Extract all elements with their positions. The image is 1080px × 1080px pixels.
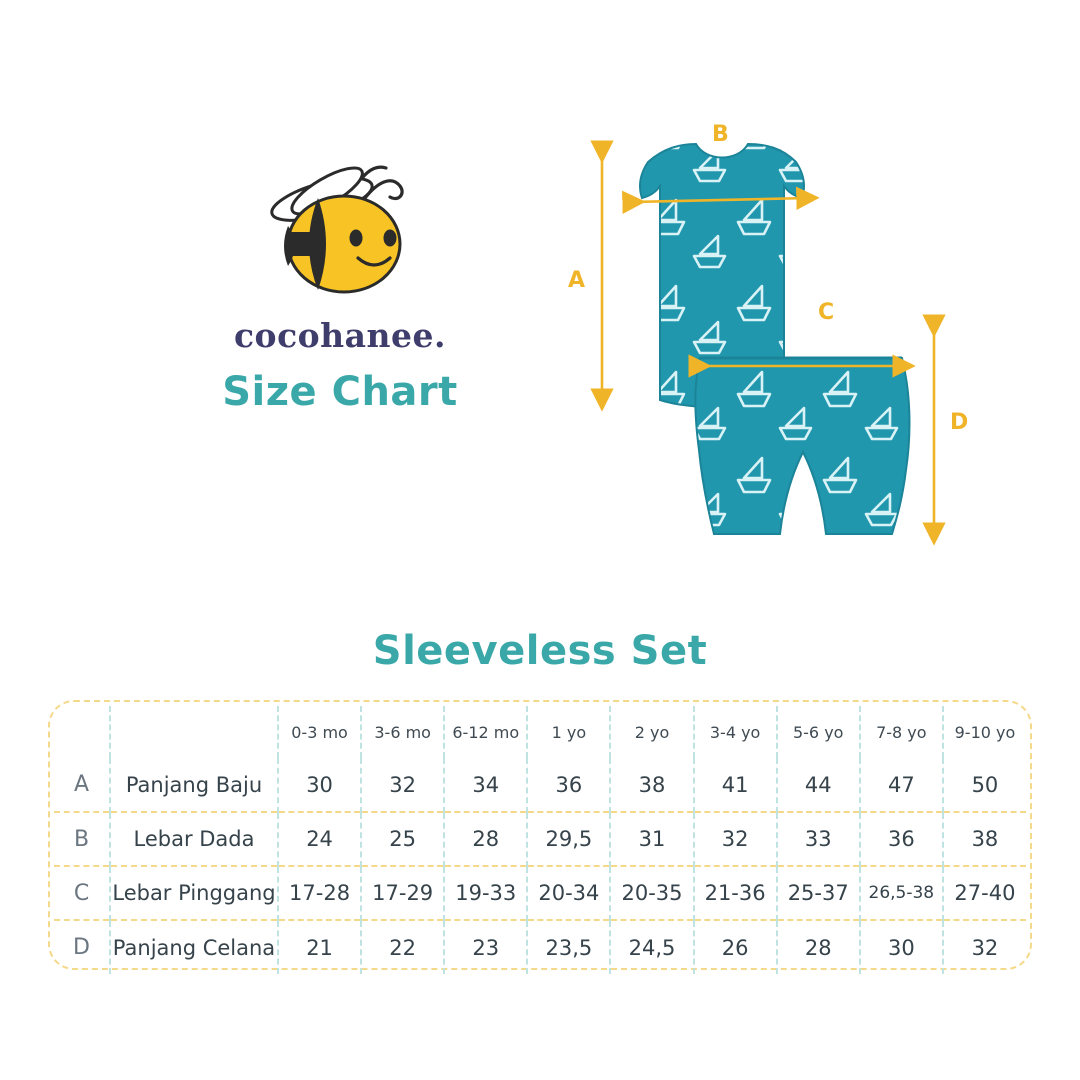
- cell-value: 25: [361, 812, 444, 866]
- table-header: [54, 706, 1026, 758]
- cell-value: 41: [694, 758, 777, 812]
- cell-value: 50: [943, 758, 1026, 812]
- brand-block: [140, 140, 540, 415]
- cell-value: 25-37: [777, 866, 860, 920]
- cell-value: 31: [610, 812, 693, 866]
- cell-value: 38: [943, 812, 1026, 866]
- garment-illustration: [560, 100, 1020, 580]
- table-body: [54, 758, 1026, 974]
- header-name-blank: [110, 706, 278, 758]
- column-header: 7-8 yo: [860, 706, 943, 758]
- cell-value: 24: [278, 812, 361, 866]
- cell-value: 44: [777, 758, 860, 812]
- chart-title: Sleeveless Set: [372, 628, 708, 674]
- measure-label-c: C: [818, 300, 835, 325]
- cell-value: 30: [278, 758, 361, 812]
- row-label: Panjang Baju: [110, 758, 278, 812]
- column-header: 2 yo: [610, 706, 693, 758]
- page-title: Size Chart: [222, 369, 458, 415]
- row-label: Lebar Pinggang: [110, 866, 278, 920]
- row-letter: A: [73, 772, 90, 797]
- size-chart-section: [0, 600, 1080, 1080]
- cell-value: 32: [943, 920, 1026, 974]
- cell-value: 33: [777, 812, 860, 866]
- cell-value: 38: [610, 758, 693, 812]
- cell-value: 29,5: [527, 812, 610, 866]
- cell-value: 36: [860, 812, 943, 866]
- cell-value: 27-40: [943, 866, 1026, 920]
- cell-value: 21-36: [694, 866, 777, 920]
- bee-icon: [240, 140, 440, 310]
- table-row: [54, 920, 1026, 974]
- column-header: 5-6 yo: [777, 706, 860, 758]
- row-label: Panjang Celana: [110, 920, 278, 974]
- cell-value: 23,5: [527, 920, 610, 974]
- header-letter-blank: [54, 706, 110, 758]
- column-header: 3-4 yo: [694, 706, 777, 758]
- column-header: 1 yo: [527, 706, 610, 758]
- size-table-wrapper: [48, 700, 1032, 970]
- row-letter: C: [54, 866, 110, 920]
- cell-value: 17-28: [278, 866, 361, 920]
- column-header: 0-3 mo: [278, 706, 361, 758]
- table-row: [54, 758, 1026, 812]
- table-row: [54, 866, 1026, 920]
- table-row: [54, 812, 1026, 866]
- table-header-row: [54, 706, 1026, 758]
- cell-value: 20-34: [527, 866, 610, 920]
- cell-value: 23: [444, 920, 527, 974]
- cell-value: 32: [361, 758, 444, 812]
- cell-value: 28: [777, 920, 860, 974]
- cell-value: 22: [361, 920, 444, 974]
- cell-value: 26: [694, 920, 777, 974]
- column-header: 6-12 mo: [444, 706, 527, 758]
- row-label: Lebar Dada: [110, 812, 278, 866]
- brand-name: cocohanee.: [233, 316, 447, 355]
- cell-value: 24,5: [610, 920, 693, 974]
- cell-value: 30: [860, 920, 943, 974]
- cell-value: 32: [694, 812, 777, 866]
- row-letter: B: [54, 812, 110, 866]
- column-header: 3-6 mo: [361, 706, 444, 758]
- column-header: 9-10 yo: [943, 706, 1026, 758]
- cell-value: 47: [860, 758, 943, 812]
- measure-label-a: A: [568, 268, 586, 293]
- cell-value: 21: [278, 920, 361, 974]
- cell-value: 34: [444, 758, 527, 812]
- cell-value: 36: [527, 758, 610, 812]
- row-letter: D: [54, 920, 110, 974]
- cell-value: 28: [444, 812, 527, 866]
- size-table: [54, 706, 1026, 974]
- cell-value: 19-33: [444, 866, 527, 920]
- cell-value: 20-35: [610, 866, 693, 920]
- cell-value: 26,5-38: [860, 866, 943, 920]
- measure-label-b: B: [712, 122, 729, 147]
- measure-label-d: D: [950, 410, 969, 435]
- cell-value: 17-29: [361, 866, 444, 920]
